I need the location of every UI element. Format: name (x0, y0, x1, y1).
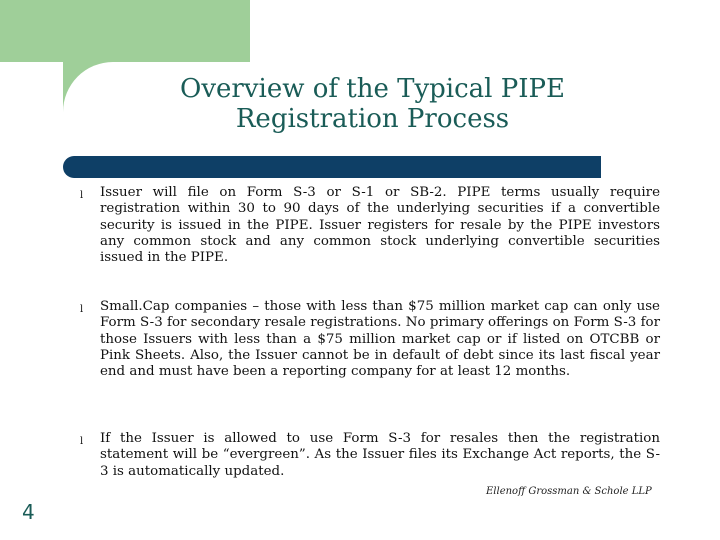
bullet-marker-1: l (80, 190, 84, 201)
slide-title-line2: Registration Process (235, 104, 510, 134)
slide-title (120, 74, 625, 134)
bullet-text-1: Issuer will file on Form S-3 or S-1 or SB-2. PIPE terms usually require registration within 30 to 90 days of the underlying securities if a convertible security is issued in the PIPE. Issuer registers for resale by the PIPE investors any common stock and any common stock underlying convertible securities issued in the PIPE. (100, 185, 660, 266)
slide-title-line1: Overview of the Typical PIPE (180, 74, 565, 104)
bullet-marker-2: l (80, 304, 84, 315)
bullet-marker-3: l (80, 436, 84, 447)
page-number: 4 (22, 500, 35, 524)
bullet-text-3: If the Issuer is allowed to use Form S-3 for resales then the registration statement will be “evergreen”. As the Issuer files its Exchange Act reports, the S-3 is automatically updated. (100, 431, 660, 479)
title-divider-bar (63, 156, 601, 178)
top-white-area (250, 0, 720, 62)
bullet-text-2: Small.Cap companies – those with less than $75 million market cap can only use Form S-3 for secondary resale registrations. No primary offerings on Form S-3 for those Issuers with less than a $75 million market cap or if listed on OTCBB or Pink Sheets. Also, the Issuer cannot be in default of debt since its last fiscal year end and must have been a reporting company for at least 12 months. (100, 299, 660, 380)
left-white-strip (0, 62, 63, 540)
footer-firm-name: Ellenoff Grossman & Schole LLP (486, 486, 652, 497)
